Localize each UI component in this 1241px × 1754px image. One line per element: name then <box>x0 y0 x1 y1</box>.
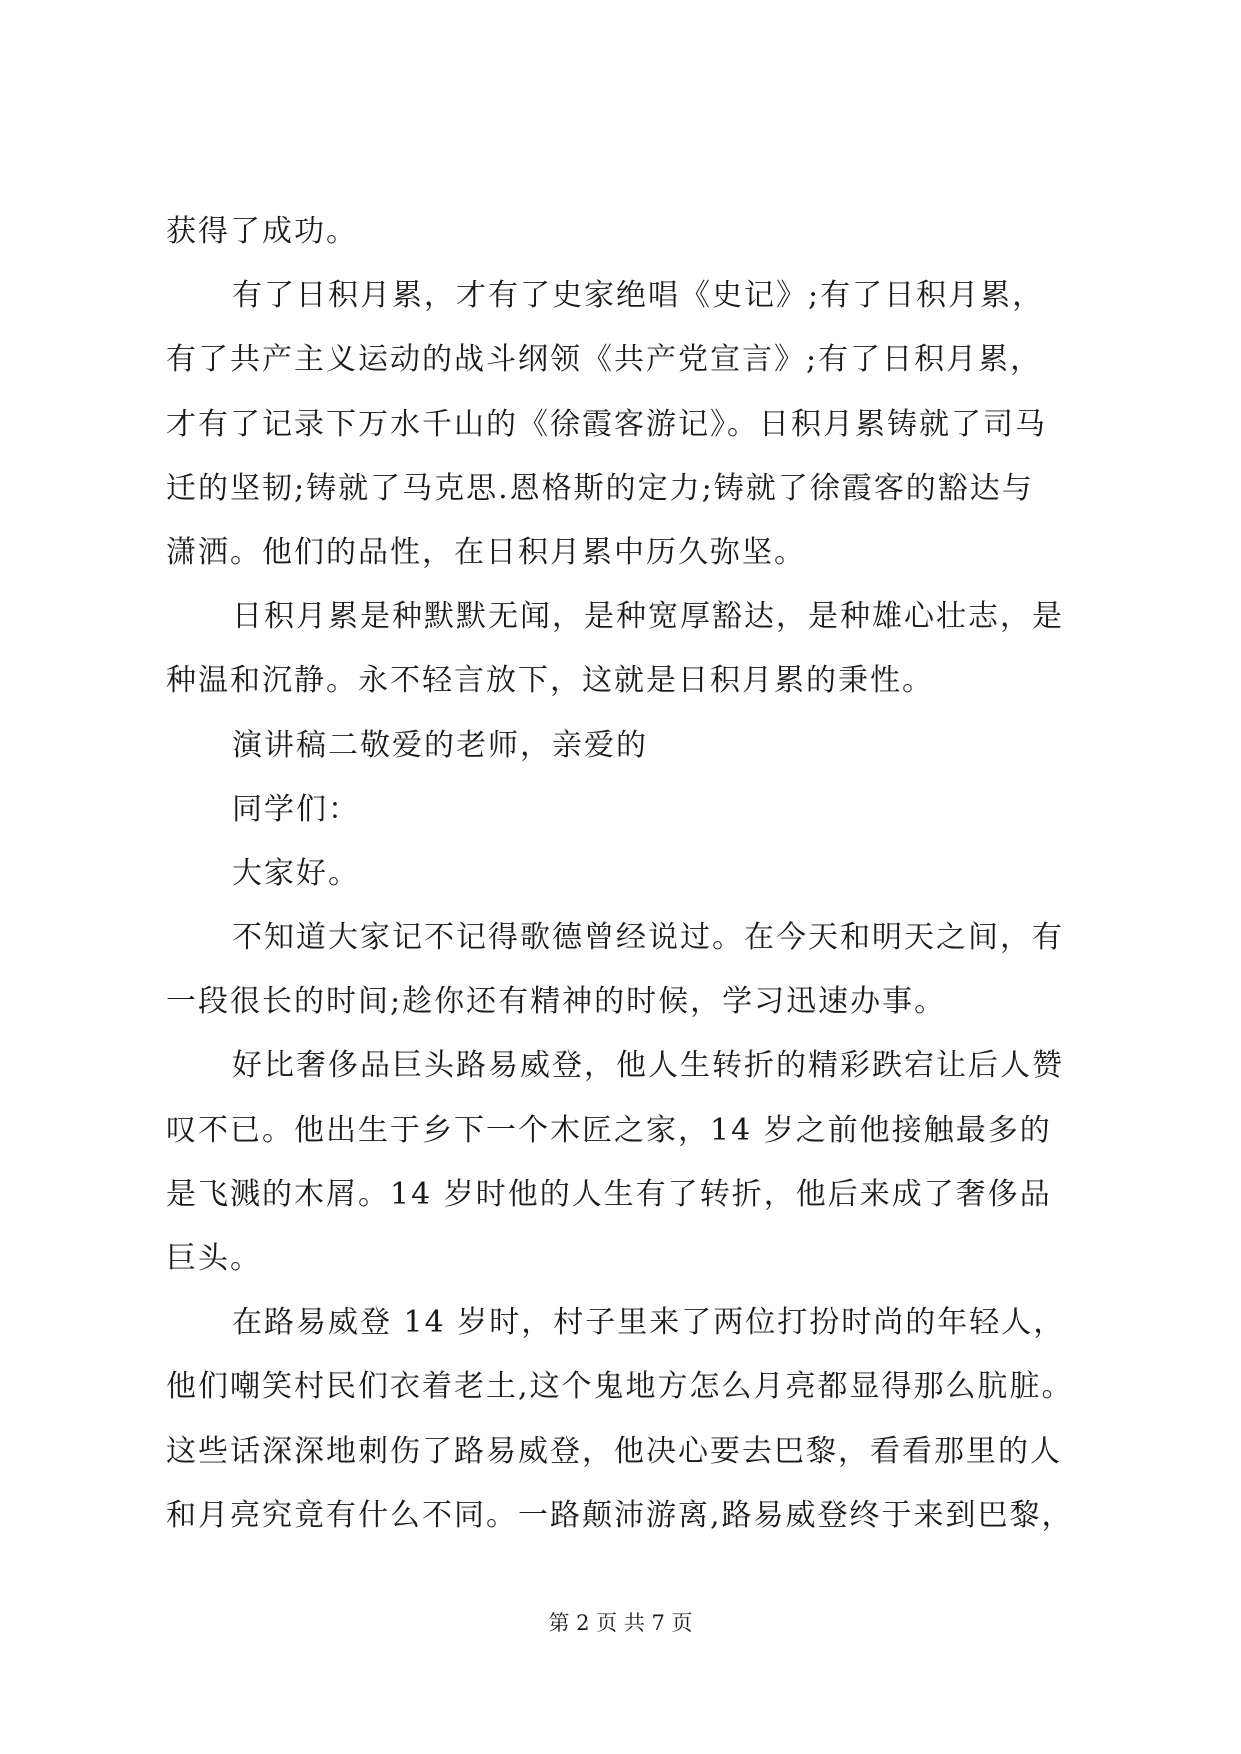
text-line: 迁的坚韧;铸就了马克思.恩格斯的定力;铸就了徐霞客的豁达与 <box>166 470 1034 506</box>
text-line: 演讲稿二敬爱的老师，亲爱的 <box>232 727 648 763</box>
text-line: 这些话深深地刺伤了路易威登，他决心要去巴黎，看看那里的人 <box>166 1433 1062 1469</box>
text-line: 好比奢侈品巨头路易威登，他人生转折的精彩跌宕让后人赞 <box>232 1048 1064 1084</box>
text-line: 巨头。 <box>166 1241 262 1276</box>
text-line: 日积月累是种默默无闻，是种宽厚豁达，是种雄心壮志，是 <box>232 599 1064 635</box>
text-line: 潇洒。他们的品性，在日积月累中历久弥坚。 <box>166 534 806 570</box>
text-line: 同学们： <box>232 791 360 827</box>
text-line: 大家好。 <box>232 855 360 891</box>
text-line: 才有了记录下万水千山的《徐霞客游记》。日积月累铸就了司马 <box>166 406 1047 442</box>
text-line: 叹不已。他出生于乡下一个木匠之家，14 岁之前他接触最多的 <box>166 1112 1052 1148</box>
text-line: 有了日积月累，才有了史家绝唱《史记》;有了日积月累， <box>232 278 1045 314</box>
text-line: 和月亮究竟有什么不同。一路颠沛游离,路易威登终于来到巴黎， <box>166 1497 1074 1533</box>
text-line: 获得了成功。 <box>166 214 358 249</box>
text-line: 一段很长的时间;趁你还有精神的时候，学习迅速办事。 <box>166 984 947 1020</box>
text-line: 种温和沉静。永不轻言放下，这就是日积月累的秉性。 <box>166 663 934 699</box>
text-line: 他们嘲笑村民们衣着老土,这个鬼地方怎么月亮都显得那么肮脏。 <box>166 1369 1074 1405</box>
text-line: 是飞溅的木屑。14 岁时他的人生有了转折，他后来成了奢侈品 <box>166 1176 1052 1212</box>
text-line: 在路易威登 14 岁时，村子里来了两位打扮时尚的年轻人， <box>232 1305 1066 1341</box>
page-footer: 第 2 页 共 7 页 <box>548 1611 693 1635</box>
text-line: 有了共产主义运动的战斗纲领《共产党宣言》;有了日积月累， <box>166 342 1043 378</box>
text-line: 不知道大家记不记得歌德曾经说过。在今天和明天之间，有 <box>232 920 1064 956</box>
document-body <box>166 200 1084 1548</box>
